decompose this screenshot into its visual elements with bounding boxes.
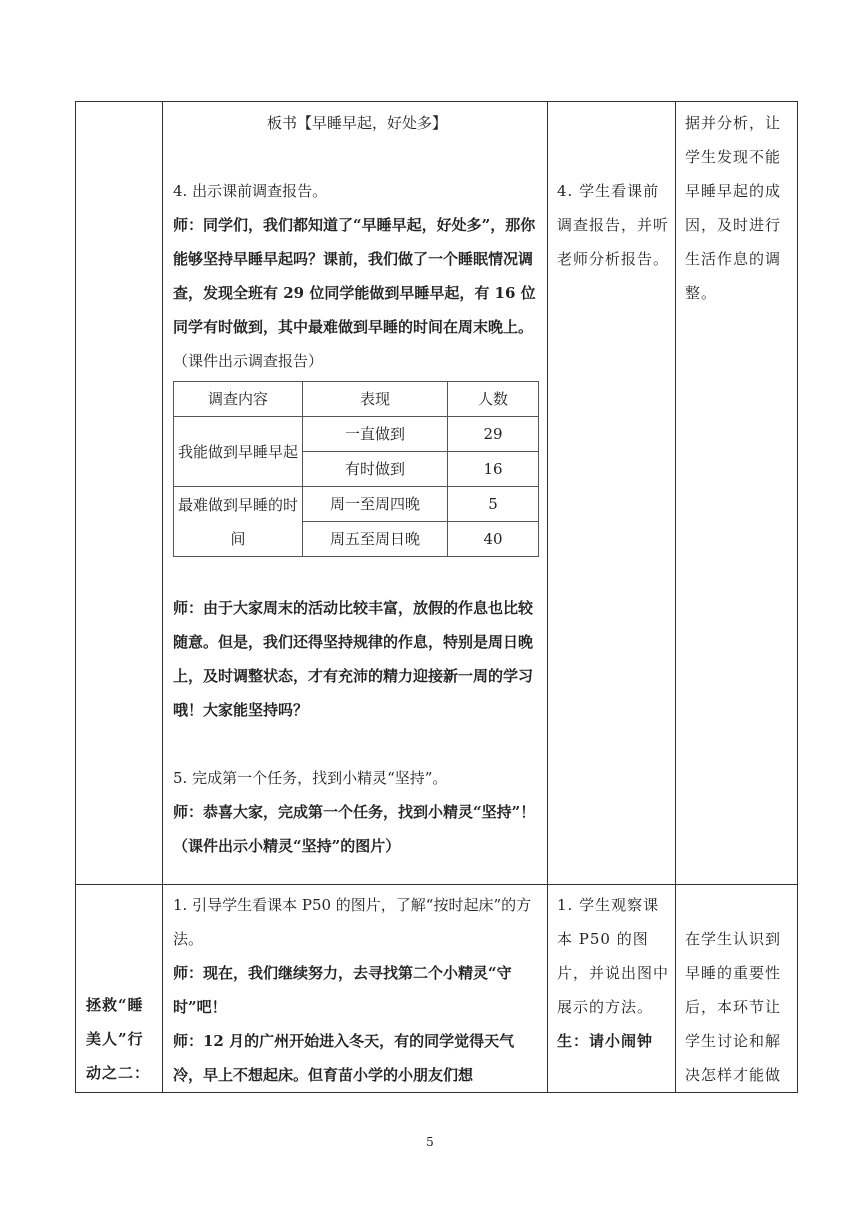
step-1: 1. 引导学生看课本 P50 的图片，了解“按时起床”的方法。: [173, 896, 532, 948]
teacher-speech: 师：恭喜大家，完成第一个任务，找到小精灵“坚持”！（课件出示小精灵“坚持”的图片）: [173, 803, 536, 855]
teacher-speech: 师：12 月的广州开始进入冬天，有的同学觉得天气冷，早上不想起床。但育苗小学的小朋友们想: [173, 1032, 515, 1084]
survey-group-label: 最难做到早睡的时间: [174, 487, 303, 557]
stage-title: 拯救“睡美人”行动之二：: [86, 996, 151, 1082]
teacher-speech: 师：现在，我们继续努力，去寻找第二个小精灵“守时”吧！: [173, 964, 512, 1016]
survey-count: 29: [448, 417, 539, 452]
table-row: [76, 102, 798, 885]
survey-count: 16: [448, 452, 539, 487]
survey-row: [174, 417, 539, 452]
stage-cell: [76, 885, 163, 1093]
teacher-speech: 师：由于大家周末的活动比较丰富，放假的作息也比较随意。但是，我们还得坚持规律的作息，特别是周日晚上，及时调整状态，才有充沛的精力迎接新一周的学习哦！大家能坚持吗？: [173, 599, 534, 719]
survey-count: 40: [448, 522, 539, 557]
survey-header-content: 调查内容: [174, 382, 303, 417]
table-row: [76, 885, 798, 1093]
step-5: 5. 完成第一个任务，找到小精灵“坚持”。: [173, 769, 448, 787]
survey-performance: 周五至周日晚: [303, 522, 448, 557]
student-activity-text: 4. 学生看课前调查报告，并听老师分析报告。: [557, 182, 670, 268]
survey-performance: 一直做到: [303, 417, 448, 452]
student-activity-text: 1. 学生观察课本 P50 的图片，并说出图中展示的方法。: [557, 896, 670, 1016]
design-intent-text: 据并分析，让学生发现不能早睡早起的成因，及时进行生活作息的调整。: [685, 114, 782, 302]
design-intent-text: 在学生认识到早睡的重要性后，本环节让学生讨论和解决怎样才能做: [685, 930, 782, 1084]
design-intent-cell: [676, 102, 798, 885]
student-response: 生：请小闹钟: [557, 1032, 654, 1050]
page-number: 5: [426, 1135, 434, 1149]
step-4: 4. 出示课前调查报告。: [173, 182, 328, 200]
survey-header-count: 人数: [448, 382, 539, 417]
survey-performance: 周一至周四晚: [303, 487, 448, 522]
board-title: 板书【早睡早起，好处多】: [266, 114, 447, 132]
survey-row: [174, 487, 539, 522]
survey-header-performance: 表现: [303, 382, 448, 417]
stage-cell-empty: [76, 102, 163, 885]
design-intent-cell: [676, 885, 798, 1093]
teacher-speech: [173, 208, 541, 378]
teacher-activity-cell: [163, 102, 548, 885]
survey-performance: 有时做到: [303, 452, 448, 487]
teacher-speech-note: （课件出示调查报告）: [173, 352, 324, 370]
student-activity-cell: [548, 102, 676, 885]
survey-header-row: [174, 382, 539, 417]
survey-count: 5: [448, 487, 539, 522]
survey-group-label: 我能做到早睡早起: [174, 417, 303, 487]
teacher-speech-bold: 师：同学们，我们都知道了“早睡早起，好处多”，那你能够坚持早睡早起吗？课前，我们做了一个睡眠情况调查，发现全班有 29 位同学能做到早睡早起，有 16 位同学有时做到，其中最难做到早睡的时间在周末晚上。: [173, 216, 536, 336]
student-activity-cell: [548, 885, 676, 1093]
lesson-plan-table: [75, 101, 798, 1093]
survey-table: [173, 381, 539, 557]
teacher-activity-cell: [163, 885, 548, 1093]
